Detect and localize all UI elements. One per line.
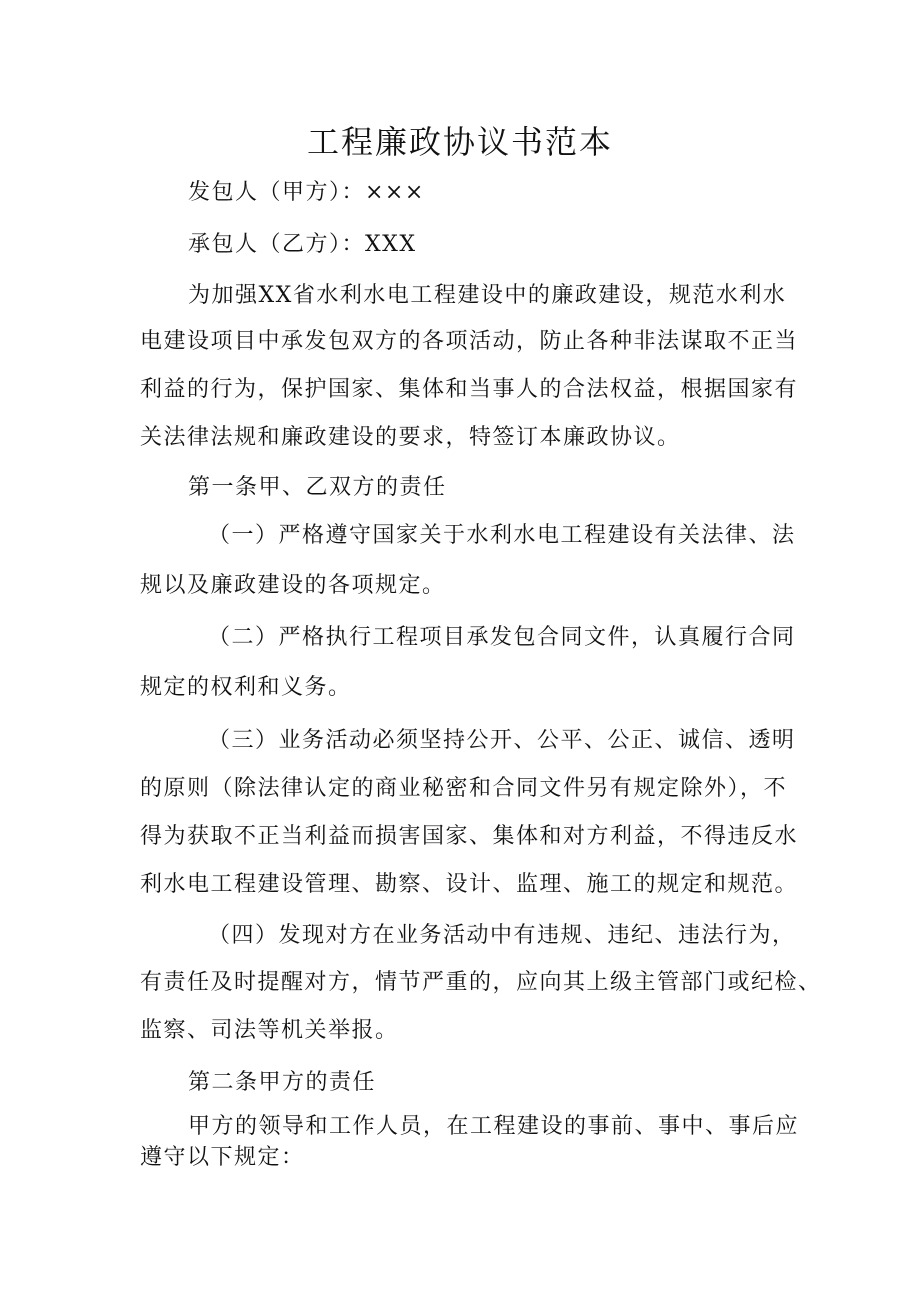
article1-item2-line2: 规定的权利和义务。 bbox=[140, 675, 352, 700]
article1-item3-line1: （三）业务活动必须坚持公开、公平、公正、诚信、透明 bbox=[208, 728, 796, 753]
article1-item2-line1: （二）严格执行工程项目承发包合同文件，认真履行合同 bbox=[208, 625, 796, 650]
article2-heading: 第二条甲方的责任 bbox=[188, 1070, 377, 1095]
document-title: 工程廉政协议书范本 bbox=[306, 123, 613, 161]
article2-text-line2: 遵守以下规定： bbox=[140, 1145, 305, 1170]
intro-line-3: 利益的行为，保护国家、集体和当事人的合法权益，根据国家有 bbox=[140, 377, 799, 402]
article1-item1-line1: （一）严格遵守国家关于水利水电工程建设有关法律、法 bbox=[208, 523, 796, 548]
party-a-line: 发包人（甲方）：××× bbox=[188, 180, 425, 205]
article1-item4-line2: 有责任及时提醒对方，情节严重的，应向其上级主管部门或纪检、 bbox=[140, 970, 822, 995]
article2-text-line1: 甲方的领导和工作人员，在工程建设的事前、事中、事后应 bbox=[188, 1114, 800, 1139]
intro-line-4: 关法律法规和廉政建设的要求，特签订本廉政协议。 bbox=[140, 425, 681, 450]
party-b-line: 承包人（乙方）：XXX bbox=[188, 232, 417, 257]
article1-item4-line3: 监察、司法等机关举报。 bbox=[140, 1018, 399, 1043]
intro-line-1: 为加强XX省水利水电工程建设中的廉政建设，规范水利水 bbox=[188, 283, 787, 308]
article1-item4-line1: （四）发现对方在业务活动中有违规、违纪、违法行为， bbox=[208, 923, 796, 948]
article1-item3-line4: 利水电工程建设管理、勘察、设计、监理、施工的规定和规范。 bbox=[140, 872, 799, 897]
article1-item3-line2: 的原则（除法律认定的商业秘密和合同文件另有规定除外），不 bbox=[140, 776, 788, 801]
article1-item1-line2: 规以及廉政建设的各项规定。 bbox=[140, 573, 446, 598]
article1-item3-line3: 得为获取不正当利益而损害国家、集体和对方利益，不得违反水 bbox=[140, 824, 799, 849]
article1-heading: 第一条甲、乙双方的责任 bbox=[188, 475, 447, 500]
intro-line-2: 电建设项目中承发包双方的各项活动，防止各种非法谋取不正当 bbox=[140, 329, 799, 354]
